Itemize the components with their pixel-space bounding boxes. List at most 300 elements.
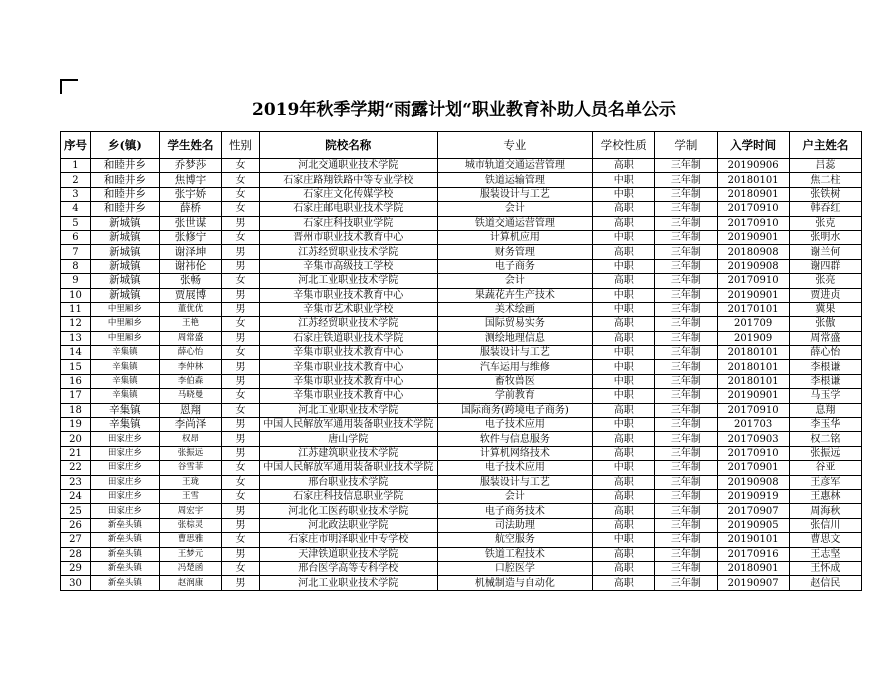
table-cell: 30 (61, 576, 91, 590)
table-cell: 20190908 (717, 475, 789, 489)
table-cell: 张振远 (159, 446, 221, 460)
table-cell: 男 (222, 518, 260, 532)
table-cell: 谢泽坤 (159, 245, 221, 259)
table-cell: 男 (222, 259, 260, 273)
table-cell: 会计 (437, 489, 593, 503)
table-cell: 江苏建筑职业技术学院 (259, 446, 437, 460)
table-cell: 11 (61, 302, 91, 316)
table-cell: 三年制 (655, 432, 717, 446)
table-cell: 王雪 (159, 489, 221, 503)
table-cell: 三年制 (655, 446, 717, 460)
table-cell: 辛集市职业技术教育中心 (259, 288, 437, 302)
table-cell: 高职 (593, 489, 655, 503)
table-cell: 石家庄市明泽职业中专学校 (259, 533, 437, 547)
table-cell: 男 (222, 432, 260, 446)
header-row (61, 132, 862, 159)
table-cell: 田家庄乡 (90, 461, 159, 475)
table-cell: 河北政法职业学院 (259, 518, 437, 532)
table-cell: 计算机网络技术 (437, 446, 593, 460)
header-cell: 学制 (655, 132, 717, 159)
table-cell: 吕蕊 (789, 159, 861, 173)
table-cell: 赵信民 (789, 576, 861, 590)
table-cell: 美术绘画 (437, 302, 593, 316)
table-cell: 高职 (593, 576, 655, 590)
table-cell: 22 (61, 461, 91, 475)
table-cell: 三年制 (655, 245, 717, 259)
table-cell: 董优优 (159, 302, 221, 316)
table-cell: 14 (61, 346, 91, 360)
table-cell: 辛集市职业技术教育中心 (259, 374, 437, 388)
header-cell: 学生姓名 (159, 132, 221, 159)
table-cell: 三年制 (655, 547, 717, 561)
table-cell: 20190919 (717, 489, 789, 503)
table-cell: 河北交通职业技术学院 (259, 159, 437, 173)
table-cell: 张克 (789, 216, 861, 230)
table-cell: 辛集市高级技工学校 (259, 259, 437, 273)
table-cell: 男 (222, 245, 260, 259)
table-cell: 高职 (593, 245, 655, 259)
table-cell: 焦二柱 (789, 173, 861, 187)
table-cell: 三年制 (655, 360, 717, 374)
table-cell: 石家庄科技信息职业学院 (259, 489, 437, 503)
table-row (61, 245, 862, 259)
table-cell: 新城镇 (90, 288, 159, 302)
table-cell: 三年制 (655, 576, 717, 590)
table-cell: 三年制 (655, 389, 717, 403)
table-cell: 和睦井乡 (90, 187, 159, 201)
table-cell: 新垒头镇 (90, 533, 159, 547)
header-cell: 乡(镇) (90, 132, 159, 159)
table-cell: 男 (222, 418, 260, 432)
table-cell: 河北化工医药职业技术学院 (259, 504, 437, 518)
table-cell: 20170907 (717, 504, 789, 518)
table-cell: 27 (61, 533, 91, 547)
table-cell: 高职 (593, 475, 655, 489)
table-cell: 石家庄路翔铁路中等专业学校 (259, 173, 437, 187)
table-cell: 中国人民解放军通用装备职业技术学院 (259, 461, 437, 475)
table-cell: 谢祎伦 (159, 259, 221, 273)
table-cell: 20170910 (717, 446, 789, 460)
table-cell: 周海秋 (789, 504, 861, 518)
table-cell: 周常盛 (789, 331, 861, 345)
table-cell: 和睦井乡 (90, 202, 159, 216)
table-cell: 贾展博 (159, 288, 221, 302)
table-cell: 20170910 (717, 216, 789, 230)
table-cell: 果蔬花卉生产技术 (437, 288, 593, 302)
table-cell: 三年制 (655, 274, 717, 288)
table-cell: 女 (222, 317, 260, 331)
header-cell: 性别 (222, 132, 260, 159)
table-cell: 高职 (593, 504, 655, 518)
table-cell: 李根谦 (789, 360, 861, 374)
table-cell: 服装设计与工艺 (437, 346, 593, 360)
table-cell: 男 (222, 288, 260, 302)
table-row (61, 187, 862, 201)
table-cell: 20190906 (717, 159, 789, 173)
table-cell: 中职 (593, 374, 655, 388)
table-cell: 1 (61, 159, 91, 173)
table-cell: 谢四群 (789, 259, 861, 273)
table-cell: 新城镇 (90, 230, 159, 244)
table-row (61, 216, 862, 230)
table-cell: 田家庄乡 (90, 446, 159, 460)
table-cell: 薛心怡 (159, 346, 221, 360)
table-cell: 高职 (593, 403, 655, 417)
table-cell: 电子商务 (437, 259, 593, 273)
table-cell: 冯楚函 (159, 561, 221, 575)
table-row (61, 461, 862, 475)
table-cell: 新城镇 (90, 245, 159, 259)
table-cell: 20170901 (717, 461, 789, 475)
table-cell: 中国人民解放军通用装备职业技术学院 (259, 418, 437, 432)
table-cell: 张明水 (789, 230, 861, 244)
table-cell: 7 (61, 245, 91, 259)
table-row (61, 230, 862, 244)
table-cell: 高职 (593, 317, 655, 331)
table-cell: 20180101 (717, 374, 789, 388)
table-cell: 曹思雅 (159, 533, 221, 547)
table-cell: 新城镇 (90, 216, 159, 230)
table-cell: 石家庄邮电职业技术学院 (259, 202, 437, 216)
table-cell: 中职 (593, 187, 655, 201)
table-cell: 新垒头镇 (90, 576, 159, 590)
table-cell: 服装设计与工艺 (437, 187, 593, 201)
table-cell: 谢兰何 (789, 245, 861, 259)
header-cell: 户主姓名 (789, 132, 861, 159)
table-row (61, 389, 862, 403)
table-cell: 20180901 (717, 187, 789, 201)
table-cell: 20190901 (717, 230, 789, 244)
table-cell: 李根谦 (789, 374, 861, 388)
header-cell: 学校性质 (593, 132, 655, 159)
table-cell: 18 (61, 403, 91, 417)
table-cell: 男 (222, 331, 260, 345)
table-cell: 新城镇 (90, 274, 159, 288)
table-cell: 晋州市职业技术教育中心 (259, 230, 437, 244)
table-cell: 21 (61, 446, 91, 460)
table-cell: 新垒头镇 (90, 518, 159, 532)
table-row (61, 360, 862, 374)
page-title: 2019年秋季学期“雨露计划“职业教育补助人员名单公示 (252, 100, 676, 120)
table-cell: 20180101 (717, 346, 789, 360)
table-cell: 女 (222, 475, 260, 489)
table-cell: 服装设计与工艺 (437, 475, 593, 489)
table-cell: 贾进贞 (789, 288, 861, 302)
table-cell: 女 (222, 461, 260, 475)
table-cell: 中职 (593, 389, 655, 403)
table-cell: 三年制 (655, 216, 717, 230)
table-cell: 20180101 (717, 360, 789, 374)
table-cell: 女 (222, 230, 260, 244)
table-cell: 三年制 (655, 259, 717, 273)
table-row (61, 288, 862, 302)
table-row (61, 317, 862, 331)
table-cell: 软件与信息服务 (437, 432, 593, 446)
table-row (61, 259, 862, 273)
table-row (61, 346, 862, 360)
table-cell: 16 (61, 374, 91, 388)
table-cell: 10 (61, 288, 91, 302)
table-cell: 201709 (717, 317, 789, 331)
table-cell: 20190101 (717, 533, 789, 547)
table-cell: 辛集镇 (90, 418, 159, 432)
table-cell: 20170910 (717, 202, 789, 216)
table-cell: 20190908 (717, 259, 789, 273)
table-row (61, 518, 862, 532)
table-cell: 邢台职业技术学院 (259, 475, 437, 489)
table-row (61, 159, 862, 173)
table-cell: 王志坚 (789, 547, 861, 561)
table-cell: 王惠林 (789, 489, 861, 503)
table-row (61, 547, 862, 561)
table-cell: 马玉学 (789, 389, 861, 403)
table-cell: 20190905 (717, 518, 789, 532)
table-cell: 冀果 (789, 302, 861, 316)
table-cell: 6 (61, 230, 91, 244)
table-cell: 三年制 (655, 230, 717, 244)
table-cell: 航空服务 (437, 533, 593, 547)
table-cell: 20180908 (717, 245, 789, 259)
table-cell: 辛集镇 (90, 389, 159, 403)
table-cell: 12 (61, 317, 91, 331)
table-cell: 会计 (437, 202, 593, 216)
table-cell: 天津铁道职业技术学院 (259, 547, 437, 561)
table-cell: 张宇娇 (159, 187, 221, 201)
table-cell: 高职 (593, 216, 655, 230)
table-cell: 三年制 (655, 418, 717, 432)
table-row (61, 475, 862, 489)
table-cell: 中里厢乡 (90, 317, 159, 331)
table-cell: 田家庄乡 (90, 432, 159, 446)
table-cell: 学前教育 (437, 389, 593, 403)
table-cell: 高职 (593, 159, 655, 173)
table-cell: 20170910 (717, 403, 789, 417)
table-cell: 中职 (593, 288, 655, 302)
table-cell: 辛集镇 (90, 374, 159, 388)
table-cell: 中职 (593, 259, 655, 273)
table-cell: 三年制 (655, 173, 717, 187)
table-cell: 汽车运用与维修 (437, 360, 593, 374)
table-cell: 薛心怡 (789, 346, 861, 360)
table-row (61, 302, 862, 316)
table-cell: 畜牧兽医 (437, 374, 593, 388)
table-cell: 辛集市艺术职业学校 (259, 302, 437, 316)
header-cell: 专业 (437, 132, 593, 159)
table-row (61, 274, 862, 288)
table-cell: 江苏经贸职业技术学院 (259, 317, 437, 331)
table-cell: 电子技术应用 (437, 418, 593, 432)
table-cell: 辛集市职业技术教育中心 (259, 346, 437, 360)
table-cell: 张振远 (789, 446, 861, 460)
table-cell: 高职 (593, 432, 655, 446)
table-cell: 三年制 (655, 489, 717, 503)
table-cell: 三年制 (655, 461, 717, 475)
table-cell: 高职 (593, 202, 655, 216)
table-cell: 机械制造与自动化 (437, 576, 593, 590)
table-cell: 25 (61, 504, 91, 518)
table-cell: 三年制 (655, 518, 717, 532)
table-row (61, 561, 862, 575)
table-cell: 17 (61, 389, 91, 403)
table-cell: 高职 (593, 561, 655, 575)
table-cell: 20 (61, 432, 91, 446)
table-cell: 9 (61, 274, 91, 288)
table-cell: 女 (222, 561, 260, 575)
table-cell: 张棕灵 (159, 518, 221, 532)
table-cell: 201909 (717, 331, 789, 345)
table-cell: 河北工业职业技术学院 (259, 403, 437, 417)
table-cell: 201703 (717, 418, 789, 432)
table-cell: 谷雪菲 (159, 461, 221, 475)
table-cell: 20180901 (717, 561, 789, 575)
table-cell: 中职 (593, 302, 655, 316)
table-cell: 和睦井乡 (90, 173, 159, 187)
table-cell: 男 (222, 360, 260, 374)
table-cell: 张信川 (789, 518, 861, 532)
table-cell: 河北工业职业技术学院 (259, 274, 437, 288)
table-cell: 辛集市职业技术教育中心 (259, 360, 437, 374)
table-cell: 三年制 (655, 533, 717, 547)
table-cell: 韩吞红 (789, 202, 861, 216)
table-cell: 石家庄文化传媒学校 (259, 187, 437, 201)
table-cell: 李仲林 (159, 360, 221, 374)
table-cell: 石家庄铁道职业技术学院 (259, 331, 437, 345)
table-cell: 口腔医学 (437, 561, 593, 575)
header-cell: 序号 (61, 132, 91, 159)
table-cell: 中里厢乡 (90, 302, 159, 316)
table-row (61, 489, 862, 503)
table-cell: 张修宁 (159, 230, 221, 244)
table-cell: 铁道运输管理 (437, 173, 593, 187)
table-cell: 29 (61, 561, 91, 575)
table-cell: 国际贸易实务 (437, 317, 593, 331)
table-cell: 男 (222, 302, 260, 316)
table-cell: 24 (61, 489, 91, 503)
table-cell: 国际商务(跨境电子商务) (437, 403, 593, 417)
table-cell: 20170916 (717, 547, 789, 561)
table-cell: 司法助理 (437, 518, 593, 532)
table-cell: 高职 (593, 518, 655, 532)
table-cell: 20170101 (717, 302, 789, 316)
table-cell: 张世谋 (159, 216, 221, 230)
table-cell: 计算机应用 (437, 230, 593, 244)
table-cell: 三年制 (655, 288, 717, 302)
table-cell: 20190907 (717, 576, 789, 590)
table-cell: 田家庄乡 (90, 475, 159, 489)
table-cell: 三年制 (655, 187, 717, 201)
table-cell: 高职 (593, 446, 655, 460)
table-row (61, 432, 862, 446)
table-cell: 高职 (593, 547, 655, 561)
table-cell: 三年制 (655, 403, 717, 417)
table-cell: 权二铭 (789, 432, 861, 446)
table-cell: 谷亚 (789, 461, 861, 475)
table-row (61, 331, 862, 345)
table-cell: 女 (222, 159, 260, 173)
table-cell: 田家庄乡 (90, 504, 159, 518)
table-cell: 张畅 (159, 274, 221, 288)
table-cell: 女 (222, 389, 260, 403)
table-row (61, 504, 862, 518)
table-cell: 王怀成 (789, 561, 861, 575)
table-cell: 20170910 (717, 274, 789, 288)
table-cell: 李伯森 (159, 374, 221, 388)
table-cell: 辛集镇 (90, 403, 159, 417)
table-cell: 20190901 (717, 389, 789, 403)
table-cell: 唐山学院 (259, 432, 437, 446)
table-cell: 20170903 (717, 432, 789, 446)
table-cell: 测绘地理信息 (437, 331, 593, 345)
table-row (61, 418, 862, 432)
table-body (61, 159, 862, 591)
table-cell: 15 (61, 360, 91, 374)
table-cell: 邢台医学高等专科学校 (259, 561, 437, 575)
table-cell: 乔梦莎 (159, 159, 221, 173)
table-cell: 28 (61, 547, 91, 561)
table-cell: 女 (222, 346, 260, 360)
table-row (61, 446, 862, 460)
table-cell: 王梦元 (159, 547, 221, 561)
table-cell: 中里厢乡 (90, 331, 159, 345)
table-cell: 电子商务技术 (437, 504, 593, 518)
table-cell: 19 (61, 418, 91, 432)
table-cell: 女 (222, 274, 260, 288)
table-cell: 女 (222, 173, 260, 187)
table-cell: 男 (222, 374, 260, 388)
table-cell: 20190901 (717, 288, 789, 302)
table-row (61, 374, 862, 388)
table-cell: 石家庄科技职业学院 (259, 216, 437, 230)
table-cell: 田家庄乡 (90, 489, 159, 503)
table-cell: 周常盛 (159, 331, 221, 345)
table-row (61, 403, 862, 417)
table-cell: 中职 (593, 360, 655, 374)
table-cell: 中职 (593, 173, 655, 187)
table-cell: 三年制 (655, 331, 717, 345)
table-cell: 男 (222, 446, 260, 460)
table-cell: 三年制 (655, 504, 717, 518)
table-cell: 中职 (593, 533, 655, 547)
table-cell: 铁道交通运营管理 (437, 216, 593, 230)
table-cell: 三年制 (655, 561, 717, 575)
table-cell: 三年制 (655, 159, 717, 173)
table-cell: 辛集市职业技术教育中心 (259, 389, 437, 403)
table-cell: 曹思文 (789, 533, 861, 547)
table-cell: 铁道工程技术 (437, 547, 593, 561)
table-cell: 男 (222, 576, 260, 590)
table-cell: 财务管理 (437, 245, 593, 259)
table-cell: 高职 (593, 331, 655, 345)
header-cell: 院校名称 (259, 132, 437, 159)
table-cell: 三年制 (655, 202, 717, 216)
table-cell: 女 (222, 403, 260, 417)
table-cell: 新城镇 (90, 259, 159, 273)
table-cell: 江苏经贸职业技术学院 (259, 245, 437, 259)
table-cell: 男 (222, 504, 260, 518)
table-cell: 权昂 (159, 432, 221, 446)
table-cell: 王彦军 (789, 475, 861, 489)
table-cell: 三年制 (655, 374, 717, 388)
table-cell: 男 (222, 547, 260, 561)
table-cell: 女 (222, 202, 260, 216)
table-cell: 王珑 (159, 475, 221, 489)
table-row (61, 173, 862, 187)
corner-mark (60, 79, 78, 94)
table-cell: 女 (222, 489, 260, 503)
table-cell: 息翔 (789, 403, 861, 417)
table-cell: 李尚泽 (159, 418, 221, 432)
table-cell: 赵润康 (159, 576, 221, 590)
